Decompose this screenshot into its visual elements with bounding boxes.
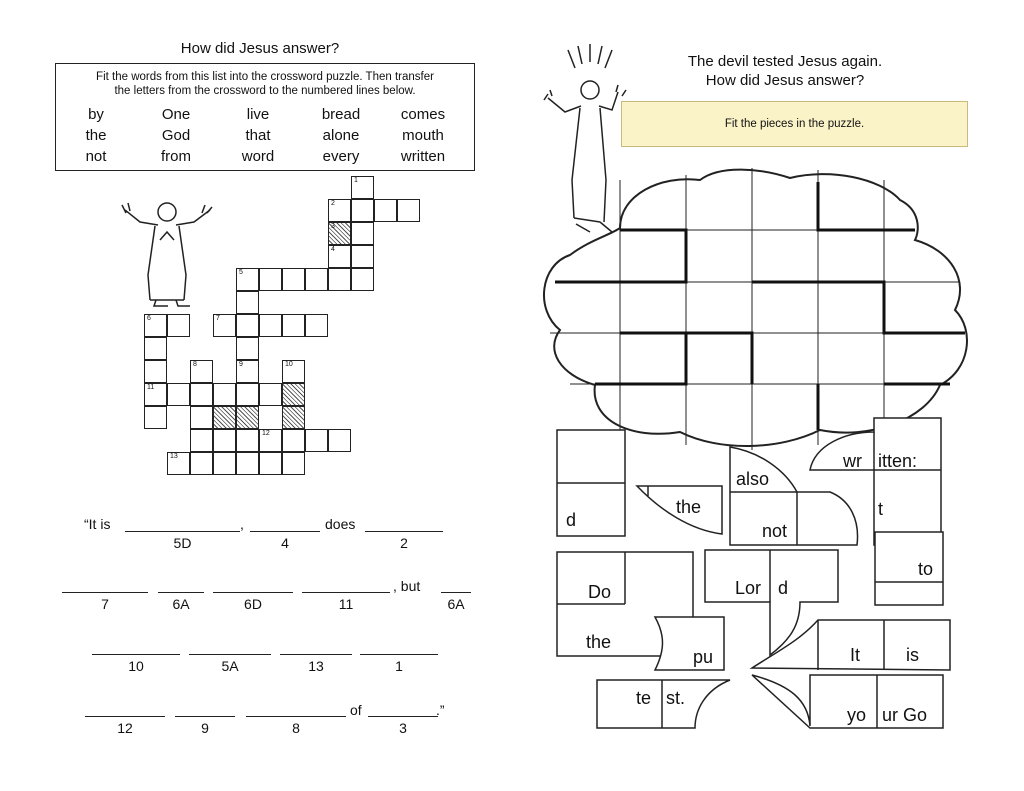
piece-pu (655, 617, 724, 670)
word-from: from (161, 148, 191, 165)
answer-blank-label: 12 (117, 720, 133, 736)
answer-blank-label: 4 (281, 535, 289, 551)
answer-blank-label: 6A (172, 596, 190, 612)
right-page-title-line-1: The devil tested Jesus again. (687, 53, 883, 70)
word-not: not (85, 148, 107, 165)
answer-blank-label: 1 (395, 658, 403, 674)
answer-blank-label: 5A (221, 658, 239, 674)
word-that: that (245, 127, 271, 144)
crossword-clue-number: 8 (193, 361, 197, 368)
quote-open: “It is (84, 516, 111, 532)
pieces-instructions: Fit the pieces in the puzzle. (621, 101, 968, 147)
word-live: live (246, 106, 270, 123)
piece-text-st: st. (666, 688, 686, 708)
piece-text-te: te (636, 688, 652, 708)
crossword-clue-number: 1 (354, 177, 358, 184)
word-word: word (241, 148, 275, 165)
word-one: One (161, 106, 191, 123)
word-by: by (88, 106, 104, 123)
piece-text-also: also (736, 469, 770, 489)
piece-text-is: is (906, 645, 919, 665)
quote-does: does (325, 516, 356, 532)
piece-text-itten: itten: (878, 451, 918, 471)
answer-blank-label: 13 (308, 658, 324, 674)
crossword-clue-number: 4 (331, 246, 335, 253)
crossword-clue-number: 3 (331, 223, 335, 230)
word-alone: alone (322, 127, 360, 144)
instructions-line-2: the letters from the crossword to the numbered lines below. (114, 85, 416, 97)
piece-text-t: t (878, 499, 884, 519)
quote-of: of (350, 702, 362, 718)
word-bread: bread (321, 106, 361, 123)
answer-blank-label: 7 (101, 596, 109, 612)
answer-blank-label: 9 (201, 720, 209, 736)
crossword-clue-number: 10 (285, 361, 293, 368)
crossword-clue-number: 11 (147, 384, 155, 391)
piece-text-pu: pu (693, 647, 714, 667)
crossword-clue-number: 9 (239, 361, 243, 368)
answer-blank-label: 5D (173, 535, 192, 551)
word-mouth: mouth (402, 127, 444, 144)
piece-text-yo: yo (847, 705, 867, 725)
piece-text-do: Do (588, 582, 612, 602)
crossword-clue-number: 6 (147, 315, 151, 322)
right-page-title-line-2: How did Jesus answer? (705, 72, 865, 89)
crossword-clue-number: 13 (170, 453, 178, 460)
crossword-clue-number: 12 (262, 430, 270, 437)
piece-text-d-2: d (778, 578, 789, 598)
piece-text-wr: wr (843, 451, 862, 471)
instructions-line-1: Fit the words from this list into the crossword puzzle. Then transfer (96, 71, 434, 83)
piece-text-ur-go: ur Go (882, 705, 928, 725)
word-god: God (161, 127, 191, 144)
left-page-title: How did Jesus answer? (180, 40, 340, 57)
piece-text-it: It (850, 645, 861, 665)
piece-text-to: to (918, 559, 934, 579)
piece-text-the-1: the (676, 497, 702, 517)
quote-close: .” (436, 702, 445, 718)
piece-text-not: not (762, 521, 788, 541)
quote-comma: , (240, 516, 244, 532)
answer-blank-label: 3 (399, 720, 407, 736)
piece-text-the-2: the (586, 632, 612, 652)
crossword-clue-number: 5 (239, 269, 243, 276)
word-comes: comes (400, 106, 446, 123)
crossword-clue-number: 7 (216, 315, 220, 322)
answer-blank-label: 6D (244, 596, 262, 612)
piece-test (597, 680, 730, 728)
word-written: written (400, 148, 446, 165)
answer-blank-label: 8 (292, 720, 300, 736)
quote-but: , but (393, 578, 421, 594)
answer-blank-label: 11 (338, 596, 354, 612)
answer-blank-label: 2 (400, 535, 408, 551)
answer-blank-label: 10 (128, 658, 144, 674)
piece-text-d: d (566, 510, 577, 530)
piece-text-lor: Lor (735, 578, 762, 598)
answer-blank-label: 6A (447, 596, 465, 612)
crossword-clue-number: 2 (331, 200, 335, 207)
word-every: every (322, 148, 360, 165)
word-the: the (85, 127, 107, 144)
